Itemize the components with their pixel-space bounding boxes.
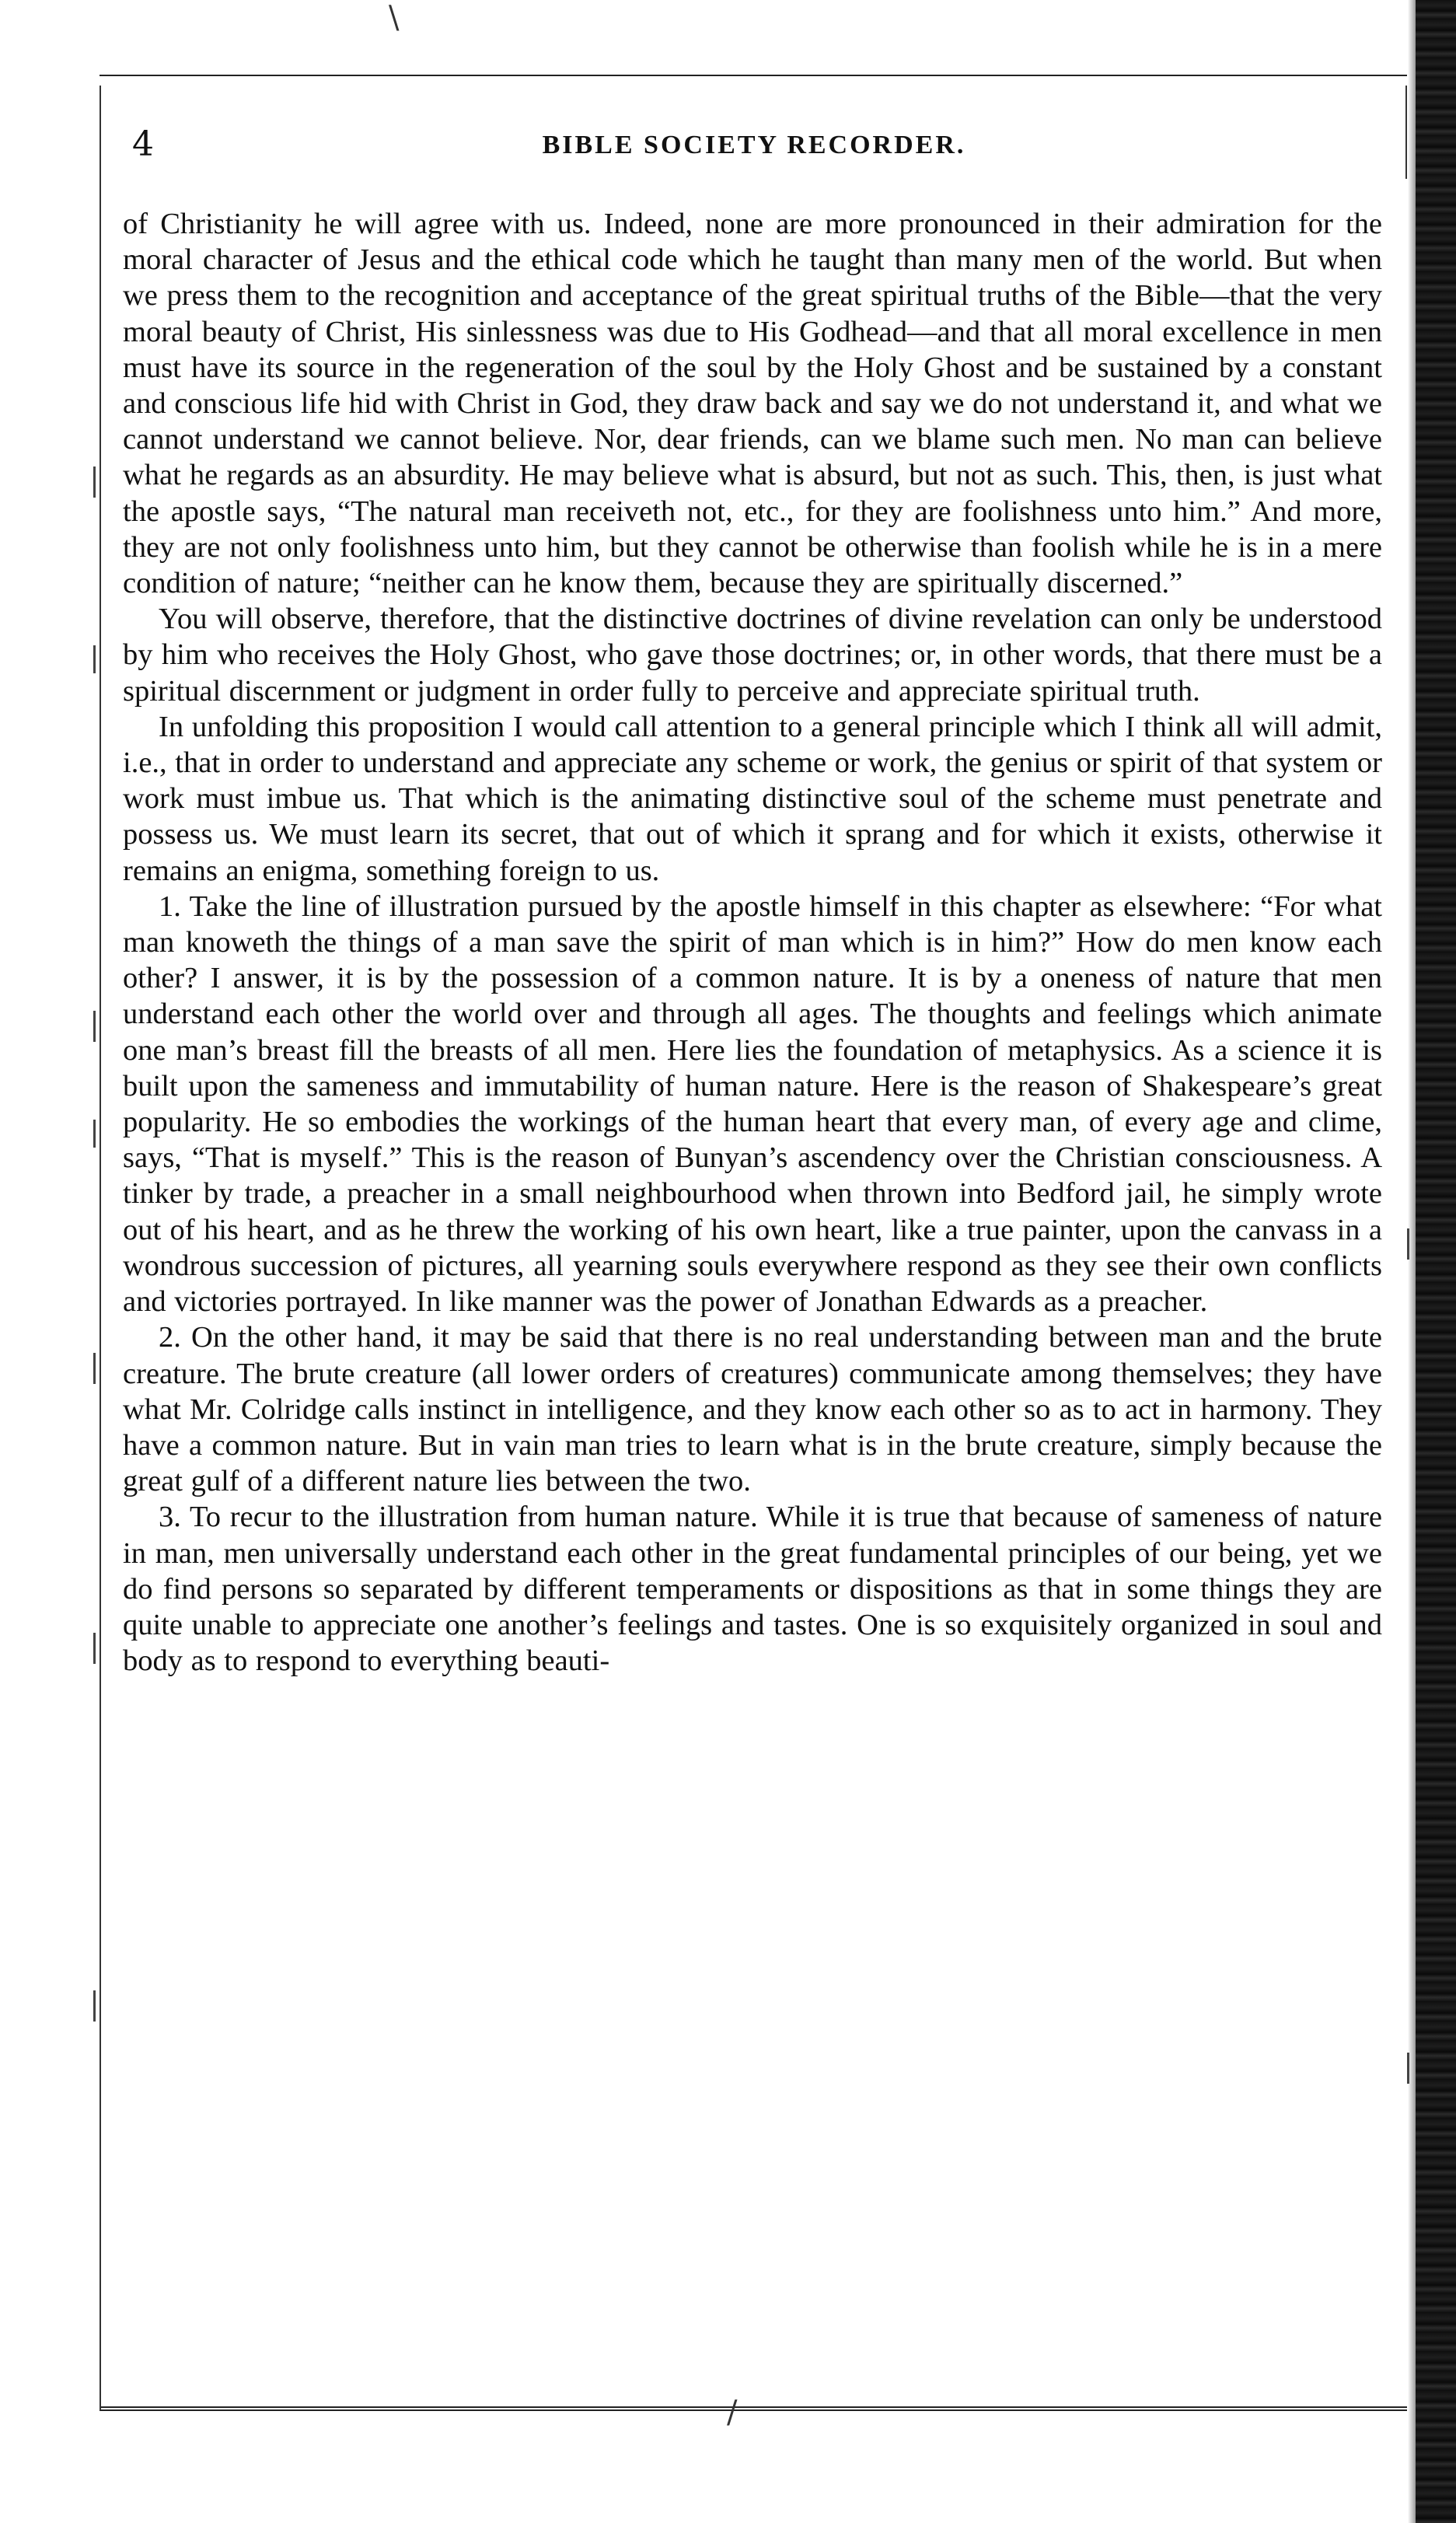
paragraph-continuation: of Christianity he will agree with us. Indeed, none are more pronounced in their admiration for the moral character of Jesus and the ethical code which he taught than many men of the world. But when we press them to the recognition and acceptance of the great spiritual truths of the Bible—that the very moral beauty of Christ, His sinlessness was due to His Godhead—and that all moral excellence in men must have its source in the regeneration of the soul by the Holy Ghost and be sustained by a constant and conscious life hid with Christ in God, they draw back and say we do not understand it, and what we cannot understand we cannot believe. Nor, dear friends, can we blame such men. No man can believe what he regards as an absurdity. He may believe what is absurd, but not as such. This, then, is just what the apostle says, “The natural man receiveth not, etc., for they are foolishness unto him.” And more, they are not only foolishness unto him, but they cannot be otherwise than foolish while he is in a mere condition of nature; “neither can he know them, because they are spiritually discerned.” xyxy=(123,208,1382,600)
running-header xyxy=(124,124,1384,171)
frame-left-rule xyxy=(100,86,101,2410)
margin-mark xyxy=(93,1990,96,2022)
book-spine-edge xyxy=(1416,0,1456,2523)
margin-mark xyxy=(93,1353,96,1384)
margin-mark xyxy=(1407,1228,1409,1260)
paragraph-point-two: 2. On the other hand, it may be said that there is no real understanding between man and the brute creature. The brute creature (all lower orders of creatures) communicate among themselves; they have what Mr. Colridge calls instinct in intelligence, and they know each other so as to act in harmony. They have a common nature. But in vain man tries to learn what is in the brute creature, simply because the great gulf of a different nature lies between the two. xyxy=(123,1321,1382,1498)
margin-mark xyxy=(93,1011,96,1042)
margin-mark xyxy=(1407,2053,1409,2084)
margin-mark xyxy=(93,467,96,498)
margin-mark xyxy=(93,645,96,673)
margin-mark xyxy=(93,1633,96,1664)
frame-right-rule xyxy=(1405,86,1407,179)
paragraph-general-principle: In unfolding this proposition I would call attention to a general principle which I think all will admit, i.e., that in order to understand and appreciate any scheme or work, the genius or spirit of that system or work must imbue us. That which is the animating distinctive soul of the scheme must penetrate and possess us. We must learn its secret, that out of which it sprang and for which it exists, otherwise it remains an enigma, something foreign to us. xyxy=(123,710,1382,887)
article-body xyxy=(123,206,1382,1679)
page-edge-gradient xyxy=(1408,0,1416,2523)
journal-title: BIBLE SOCIETY RECORDER. xyxy=(542,131,966,159)
paragraph-observation: You will observe, therefore, that the distinctive doctrines of divine revelation can only be understood by him who receives the Holy Ghost, who gave those doctrines; or, in other words, that there must be a spiritual discernment or judgment in order fully to perceive and appreciate spiritual truth. xyxy=(123,603,1382,708)
stray-mark-bottom: / xyxy=(727,2395,738,2430)
paragraph-point-one: 1. Take the line of illustration pursued by the apostle himself in this chapter as elsewhere: “For what man knoweth the things of a man save the spirit of man which is in him?” How do men know each other? I answer, it is by the possession of a common nature. It is by a oneness of nature that men understand each other the world over and through all ages. The thoughts and feelings which animate one man’s breast fill the breasts of all men. Here lies the foundation of metaphysics. As a science it is built upon the sameness and immutability of human nature. Here is the reason of Shakespeare’s great popularity. He so embodies the workings of the human heart that every man, of every age and clime, says, “That is myself.” This is the reason of Bunyan’s ascendency over the Christian consciousness. A tinker by trade, a preacher in a small neighbourhood when thrown into Bedford jail, he simply wrote out of his heart, and as he threw the working of his own heart, like a true painter, upon the canvass in a wondrous succession of pictures, all yearning souls everywhere respond as they see their own conflicts and victories portrayed. In like manner was the power of Jonathan Edwards as a preacher. xyxy=(123,889,1382,1319)
stray-mark-top: \ xyxy=(389,0,400,36)
page-number: 4 xyxy=(132,124,154,164)
margin-mark xyxy=(93,1120,96,1148)
paragraph-point-three: 3. To recur to the illustration from human nature. While it is true that because of sameness of nature in man, men universally understand each other in the great fundamental principles of our being, yet we do find persons so separated by different temperaments or dispositions as that in some things they are quite unable to appreciate one another’s feelings and tastes. One is so exquisitely organized in soul and body as to respond to everything beauti- xyxy=(123,1501,1382,1678)
